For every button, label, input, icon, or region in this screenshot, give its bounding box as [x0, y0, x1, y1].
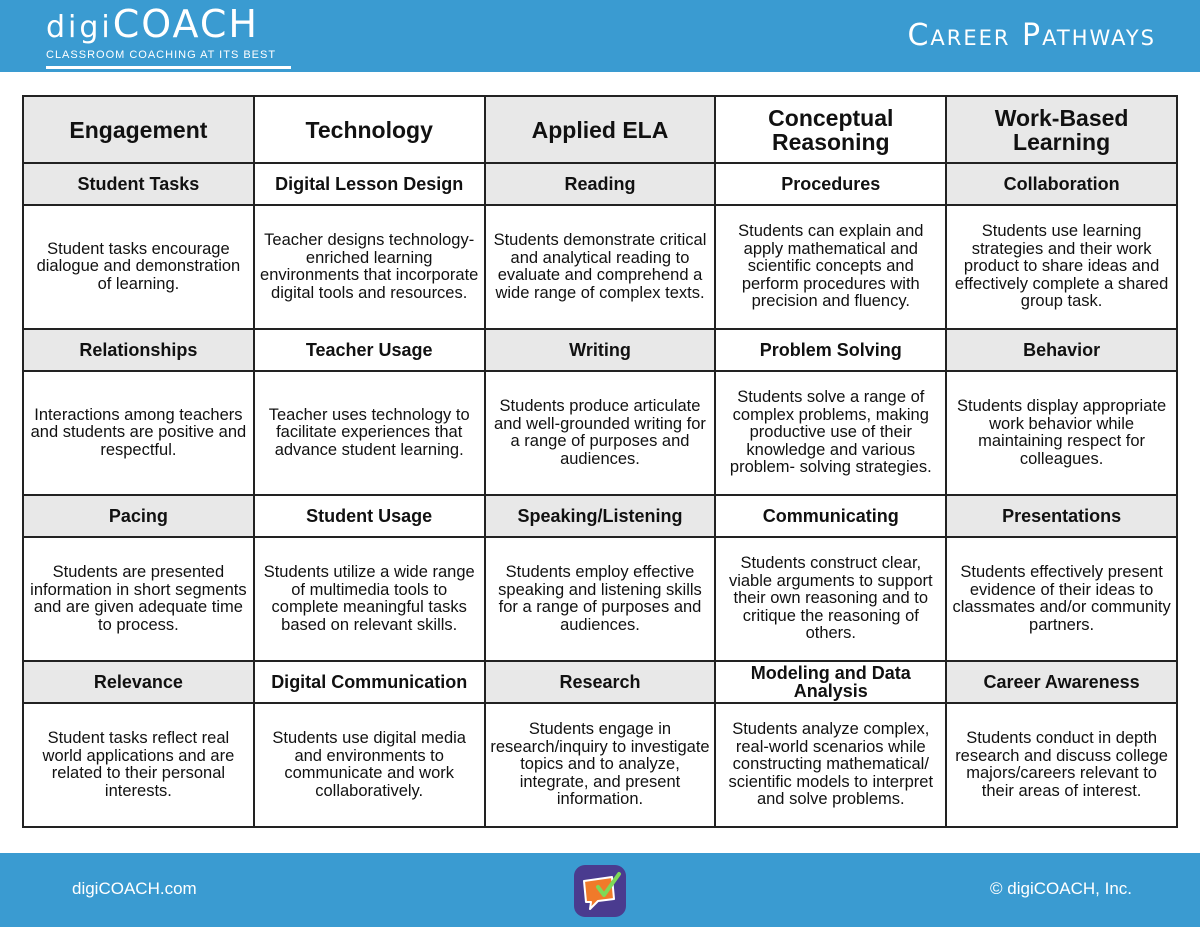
subheading-cell: Procedures: [715, 163, 946, 205]
column-header: Engagement: [23, 96, 254, 163]
description-cell: Students construct clear, viable arguments to support their own reasoning and to critique the reasoning of others.: [715, 537, 946, 661]
description-cell: Teacher designs technology-enriched learning environments that incorporate digital tools and resources.: [254, 205, 485, 329]
column-header: Work-Based Learning: [946, 96, 1177, 163]
description-row: [23, 205, 1177, 329]
website-link[interactable]: digiCOACH.com: [72, 879, 197, 898]
subheading-cell: Relationships: [23, 329, 254, 371]
description-cell: Students demonstrate critical and analytical reading to evaluate and comprehend a wide range of complex texts.: [485, 205, 716, 329]
subheading-row: [23, 163, 1177, 205]
subheading-cell: Collaboration: [946, 163, 1177, 205]
subheading-cell: Pacing: [23, 495, 254, 537]
subheading-cell: Presentations: [946, 495, 1177, 537]
subheading-cell: Student Usage: [254, 495, 485, 537]
description-cell: Interactions among teachers and students are positive and respectful.: [23, 371, 254, 495]
subheading-cell: Digital Communication: [254, 661, 485, 703]
subheading-cell: Relevance: [23, 661, 254, 703]
footer-bar: [0, 853, 1200, 927]
subheading-cell: Problem Solving: [715, 329, 946, 371]
column-header: Technology: [254, 96, 485, 163]
description-cell: Students engage in research/inquiry to investigate topics and to analyze, integrate, and present information.: [485, 703, 716, 827]
description-cell: Students conduct in depth research and discuss college majors/careers relevant to their areas of interest.: [946, 703, 1177, 827]
subheading-cell: Reading: [485, 163, 716, 205]
subheading-row: [23, 495, 1177, 537]
description-cell: Students solve a range of complex problems, making productive use of their knowledge and various problem- solving strategies.: [715, 371, 946, 495]
checked-chat-bubble-icon: [574, 865, 626, 917]
logo-wordmark: digiCOACH: [46, 2, 259, 46]
copyright-text: © digiCOACH, Inc.: [990, 879, 1132, 898]
description-cell: Students can explain and apply mathematical and scientific concepts and perform procedures with precision and fluency.: [715, 205, 946, 329]
subheading-cell: Speaking/Listening: [485, 495, 716, 537]
description-cell: Students use digital media and environments to communicate and work collaboratively.: [254, 703, 485, 827]
career-pathways-table: [22, 95, 1178, 828]
logo-underline: [46, 66, 291, 69]
subheading-cell: Teacher Usage: [254, 329, 485, 371]
description-cell: Students are presented information in short segments and are given adequate time to process.: [23, 537, 254, 661]
subheading-cell: Behavior: [946, 329, 1177, 371]
description-row: [23, 537, 1177, 661]
column-header-row: [23, 96, 1177, 163]
app-icon: [574, 865, 626, 917]
subheading-cell: Career Awareness: [946, 661, 1177, 703]
subheading-cell: Modeling and Data Analysis: [715, 661, 946, 703]
subheading-cell: Writing: [485, 329, 716, 371]
description-cell: Students employ effective speaking and listening skills for a range of purposes and audiences.: [485, 537, 716, 661]
description-cell: Students use learning strategies and their work product to share ideas and effectively complete a shared group task.: [946, 205, 1177, 329]
column-header: Conceptual Reasoning: [715, 96, 946, 163]
column-header: Applied ELA: [485, 96, 716, 163]
description-row: [23, 371, 1177, 495]
logo-tagline: CLASSROOM COACHING AT ITS BEST: [46, 49, 277, 61]
digicoach-logo[interactable]: [46, 4, 291, 69]
description-cell: Students utilize a wide range of multimedia tools to complete meaningful tasks based on relevant skills.: [254, 537, 485, 661]
description-row: [23, 703, 1177, 827]
page-title: Career Pathways: [907, 18, 1156, 53]
description-cell: Students effectively present evidence of their ideas to classmates and/or community partners.: [946, 537, 1177, 661]
description-cell: Students display appropriate work behavior while maintaining respect for colleagues.: [946, 371, 1177, 495]
description-cell: Student tasks reflect real world applications and are related to their personal interests.: [23, 703, 254, 827]
header-bar: [0, 0, 1200, 72]
subheading-cell: Digital Lesson Design: [254, 163, 485, 205]
description-cell: Student tasks encourage dialogue and demonstration of learning.: [23, 205, 254, 329]
subheading-cell: Student Tasks: [23, 163, 254, 205]
description-cell: Teacher uses technology to facilitate experiences that advance student learning.: [254, 371, 485, 495]
subheading-row: [23, 329, 1177, 371]
description-cell: Students produce articulate and well-grounded writing for a range of purposes and audiences.: [485, 371, 716, 495]
subheading-cell: Research: [485, 661, 716, 703]
description-cell: Students analyze complex, real-world scenarios while constructing mathematical/ scientific models to interpret and solve problems.: [715, 703, 946, 827]
subheading-row: [23, 661, 1177, 703]
subheading-cell: Communicating: [715, 495, 946, 537]
